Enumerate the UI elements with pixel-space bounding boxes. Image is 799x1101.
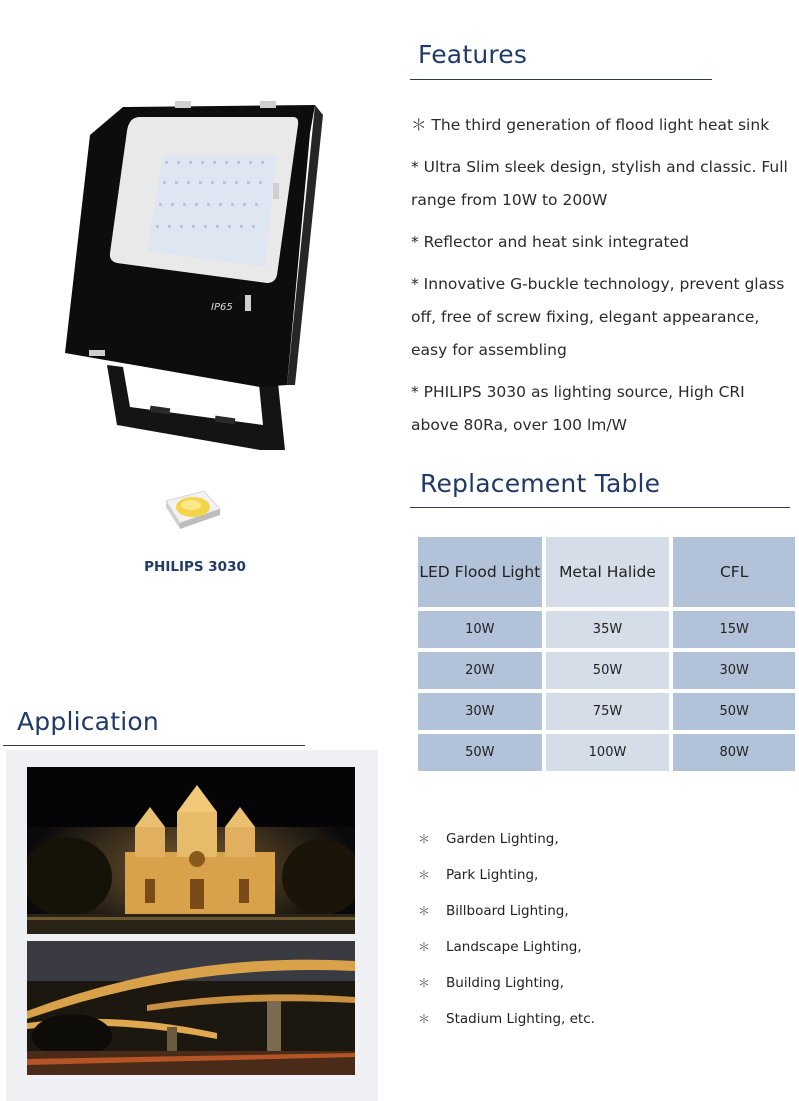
led-chip-illustration [158, 487, 224, 535]
feature-item: * Innovative G-buckle technology, prevent glass off, free of screw fixing, elegant appearance, easy for assembling [411, 275, 785, 359]
bullet-icon: ＊ [418, 832, 431, 846]
list-item-label: Garden Lighting, [446, 831, 559, 847]
led-chip-image [158, 487, 224, 535]
bullet-icon: ＊ [418, 940, 431, 954]
header-cfl: CFL [673, 537, 795, 607]
list-item [418, 866, 538, 883]
table-cell: 30W [673, 652, 795, 689]
bullet-icon: ＊ [418, 1012, 431, 1026]
table-cell: 100W [546, 734, 670, 771]
table-cell: 35W [546, 611, 670, 648]
list-item-label: Park Lighting, [446, 867, 539, 883]
replacement-rule [410, 507, 790, 508]
header-led: LED Flood Light [418, 537, 542, 607]
table-row [418, 652, 795, 689]
flood-light-illustration [55, 95, 345, 465]
bullet-icon: ＊ [418, 976, 431, 990]
list-item [418, 1010, 595, 1027]
feature-item: * Ultra Slim sleek design, stylish and classic. Full range from 10W to 200W [411, 158, 788, 209]
table-cell: 75W [546, 693, 670, 730]
table-cell: 20W [418, 652, 542, 689]
application-rule [3, 745, 305, 746]
list-item-label: Building Lighting, [446, 975, 564, 991]
application-photos [6, 750, 378, 1101]
table-cell: 50W [546, 652, 670, 689]
list-item [418, 974, 564, 991]
replacement-title: Replacement Table [420, 469, 661, 498]
table-header-row [418, 537, 795, 607]
list-item [418, 938, 582, 955]
header-metal-halide: Metal Halide [546, 537, 670, 607]
table-row [418, 611, 795, 648]
feature-item: * PHILIPS 3030 as lighting source, High CRI above 80Ra, over 100 lm/W [411, 383, 745, 434]
application-title: Application [17, 707, 159, 736]
flood-light-image [55, 95, 345, 465]
list-item-label: Landscape Lighting, [446, 939, 582, 955]
feature-item: ＊ The third generation of flood light heat sink [411, 116, 770, 134]
cathedral-photo [27, 767, 355, 934]
list-item [418, 830, 559, 847]
features-rule [410, 79, 712, 80]
features-title: Features [418, 40, 528, 69]
table-cell: 30W [418, 693, 542, 730]
application-list [418, 830, 778, 1040]
table-row [418, 693, 795, 730]
list-item [418, 902, 569, 919]
feature-item: * Reflector and heat sink integrated [411, 233, 689, 251]
list-item-label: Billboard Lighting, [446, 903, 569, 919]
replacement-table [414, 533, 799, 775]
table-cell: 80W [673, 734, 795, 771]
ip-rating-label: IP65 [211, 302, 233, 313]
led-caption: PHILIPS 3030 [144, 559, 246, 575]
table-cell: 50W [673, 693, 795, 730]
table-row [418, 734, 795, 771]
table-cell: 15W [673, 611, 795, 648]
table-cell: 50W [418, 734, 542, 771]
table-cell: 10W [418, 611, 542, 648]
bullet-icon: ＊ [418, 904, 431, 918]
bridge-photo [27, 941, 355, 1075]
features-list [411, 109, 789, 451]
list-item-label: Stadium Lighting, etc. [446, 1011, 595, 1027]
bullet-icon: ＊ [418, 868, 431, 882]
replacement-table-wrap [414, 533, 799, 775]
